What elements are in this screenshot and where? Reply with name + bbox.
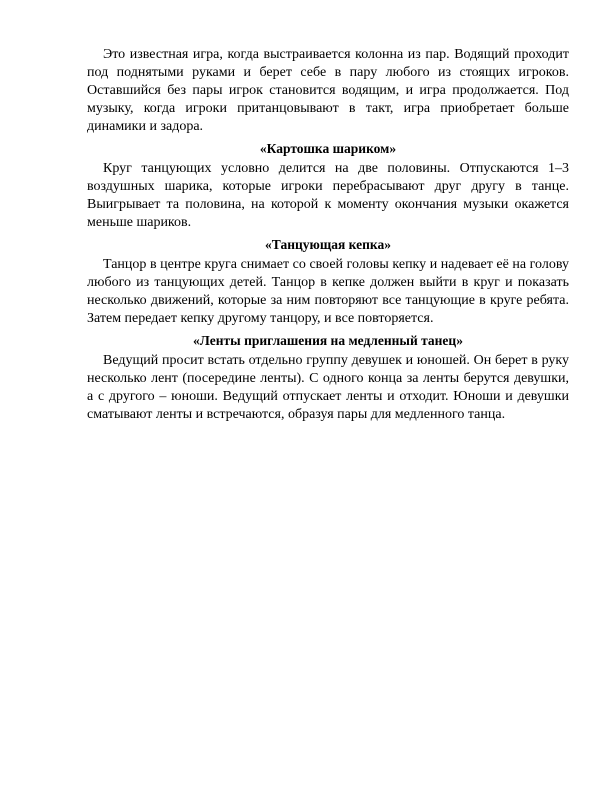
intro-paragraph: Это известная игра, когда выстраивается колонна из пар. Водящий проходит под поднятыми руками и берет себе в пару любого из стоящих игроков. Оставшийся без пары игрок становится водящим, и игра продолжается. Под музыку, когда игроки пританцовывают в такт, игра приобретает больше динамики и задора. (87, 47, 569, 134)
section-text-kepka: Танцор в центре круга снимает со своей головы кепку и надевает её на голову любого из танцующих детей. Танцор в кепке должен выйти в круг и показать несколько движений, которые за ним повторяют все танцующие в круге ребята. Затем передает кепку другому танцору, и все повторяется. (87, 257, 569, 326)
section-text-kartoshka: Круг танцующих условно делится на две половины. Отпускаются 1–3 воздушных шарика, которые игроки перебрасывают друг другу в танце. Выигрывает та половина, на которой к моменту окончания музыки окажется меньше шариков. (87, 161, 569, 230)
section-text-lenty: Ведущий просит встать отдельно группу девушек и юношей. Он берет в руку несколько лент (посередине ленты). С одного конца за ленты берутся девушки, а с другого – юноши. Ведущий отпускает ленты и отходит. Юноши и девушки сматывают ленты и встречаются, образуя пары для медленного танца. (87, 353, 569, 422)
section-heading-lenty: «Ленты приглашения на медленный танец» (193, 333, 463, 348)
document-body (87, 46, 569, 424)
section-heading-kartoshka: «Картошка шариком» (259, 141, 397, 156)
section-heading-kepka: «Танцующая кепка» (265, 237, 391, 252)
